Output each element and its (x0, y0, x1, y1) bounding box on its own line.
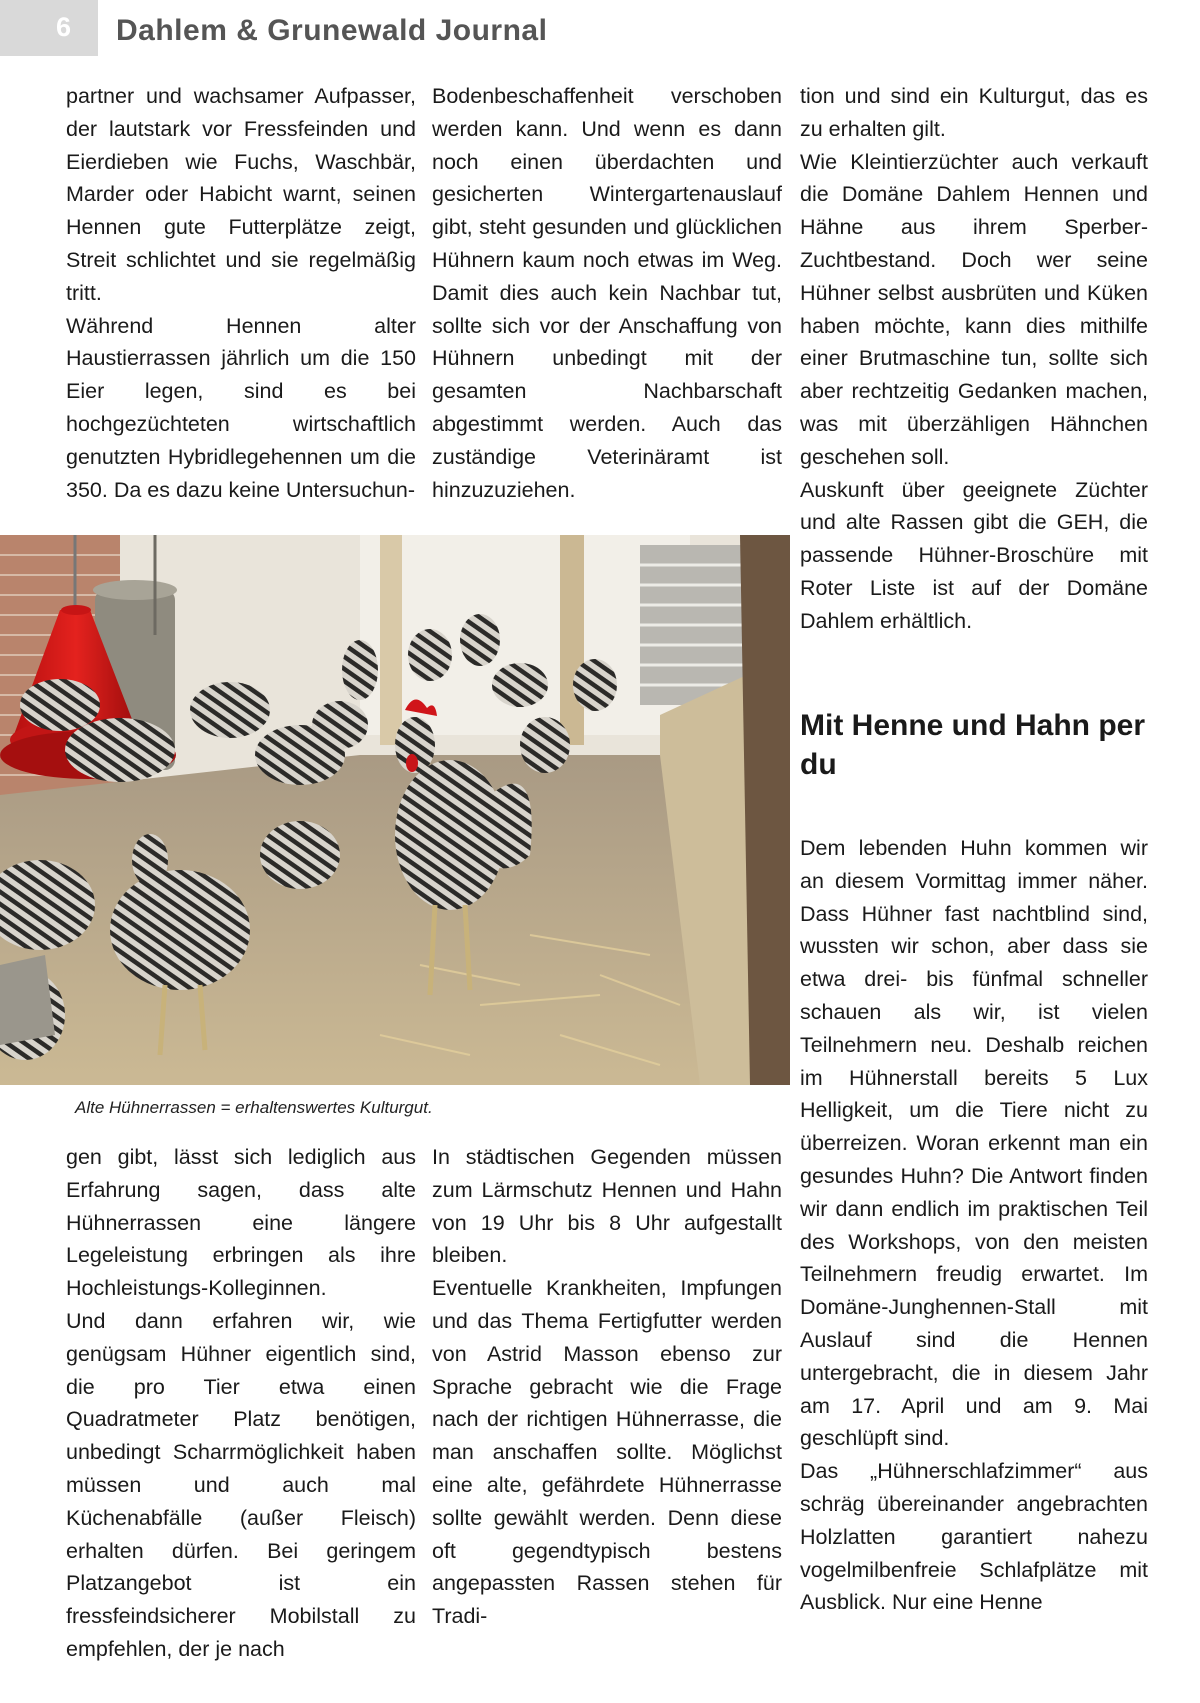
right-column-bottom (800, 832, 1148, 1619)
paragraph: Auskunft über geeignete Züchter und alte Rassen gibt die GEH, die passende Hühner-Broschüre mit Roter Liste ist auf der Domäne Dahlem erhältlich. (800, 477, 1148, 633)
paragraph: Dem lebenden Huhn kommen wir an diesem Vormittag immer näher. Dass Hühner fast nachtblind sind, wussten wir schon, aber dass sie etwa drei- bis fünfmal schneller schauen als wir, ist vielen Teilnehmern neu. Deshalb reichen im Hühnerstall bereits 5 Lux Helligkeit, um die Tiere nicht zu überreizen. Woran erkennt man ein gesundes Huhn? Die Antwort finden wir dann endlich im praktischen Teil des Workshops, von den meisten Teilnehmern freudig erwartet. Im Domäne-Junghennen-Stall mit Auslauf sind die Hennen untergebracht, die in diesem Jahr am 17. April und am 9. Mai geschlüpft sind. (800, 836, 1148, 1451)
photo-caption: Alte Hühnerrassen = erhaltenswertes Kulturgut. (75, 1098, 433, 1117)
paragraph: In städtischen Gegenden müssen zum Lärmschutz Hennen und Hahn von 19 Uhr bis 8 Uhr aufgestallt bleiben. (432, 1145, 782, 1268)
middle-column-top (432, 80, 782, 506)
right-column-top (800, 80, 1148, 638)
page-header (0, 0, 1200, 64)
section-heading: Mit Henne und Hahn per du (800, 709, 1145, 781)
page-number: 6 (56, 12, 72, 42)
paragraph: tion und sind ein Kulturgut, das es zu erhalten gilt. (800, 84, 1148, 141)
left-column-top (66, 80, 416, 506)
paragraph: Eventuelle Krankheiten, Impfungen und das Thema Fertigfutter werden von Astrid Masson ebenso zur Sprache gebracht wie die Frage nach der richtigen Hühnerrasse, die man anschaffen sollte. Möglichst eine alte, gefährdete Hühnerrasse sollte gewählt werden. Denn diese oft gegendtypisch bestens angepassten Rassen stehen für Tradi- (432, 1276, 782, 1629)
chicken-coop-illustration (0, 535, 790, 1085)
paragraph: gen gibt, lässt sich lediglich aus Erfahrung sagen, dass alte Hühnerrassen eine längere Legeleistung erbringen als ihre Hochleistungs-Kolleginnen. (66, 1145, 416, 1301)
page-number-box (0, 0, 98, 56)
left-column-bottom (66, 1141, 416, 1666)
chicken-coop-photo (0, 535, 790, 1085)
middle-column-bottom (432, 1141, 782, 1633)
paragraph: Das „Hühnerschlafzimmer“ aus schräg übereinander angebrachten Holzlatten garantiert nahezu vogelmilbenfreie Schlafplätze mit Ausblick. Nur eine Henne (800, 1459, 1148, 1615)
paragraph: Bodenbeschaffenheit verschoben werden kann. Und wenn es dann noch einen überdachten und gesicherten Wintergartenauslauf gibt, steht gesunden und glücklichen Hühnern kaum noch etwas im Weg. Damit dies auch kein Nachbar tut, sollte sich vor der Anschaffung von Hühnern unbedingt mit der gesamten Nachbarschaft abgestimmt werden. Auch das zuständige Veterinäramt ist hinzuzuziehen. (432, 84, 782, 502)
paragraph: partner und wachsamer Aufpasser, der lautstark vor Fressfeinden und Eierdieben wie Fuchs, Waschbär, Marder oder Habicht warnt, seinen Hennen gute Futterplätze zeigt, Streit schlichtet und sie regelmäßig tritt. (66, 84, 416, 305)
journal-title: Dahlem & Grunewald Journal (116, 14, 548, 47)
paragraph: Wie Kleintierzüchter auch verkauft die Domäne Dahlem Hennen und Hähne aus ihrem Sperber-Zuchtbestand. Doch wer seine Hühner selbst ausbrüten und Küken haben möchte, kann dies mithilfe einer Brutmaschine tun, sollte sich aber rechtzeitig Gedanken machen, was mit überzähligen Hähnchen geschehen soll. (800, 149, 1148, 469)
paragraph: Und dann erfahren wir, wie genügsam Hühner eigentlich sind, die pro Tier etwa einen Quadratmeter Platz benötigen, unbedingt Scharrmöglichkeit haben müssen und auch mal Küchenabfälle (außer Fleisch) erhalten dürfen. Bei geringem Platzangebot ist ein fressfeindsicherer Mobilstall zu empfehlen, der je nach (66, 1308, 416, 1661)
paragraph: Während Hennen alter Haustierrassen jährlich um die 150 Eier legen, sind es bei hochgezüchteten wirtschaftlich genutzten Hybridlegehennen um die 350. Da es dazu keine Untersuchun- (66, 313, 416, 502)
